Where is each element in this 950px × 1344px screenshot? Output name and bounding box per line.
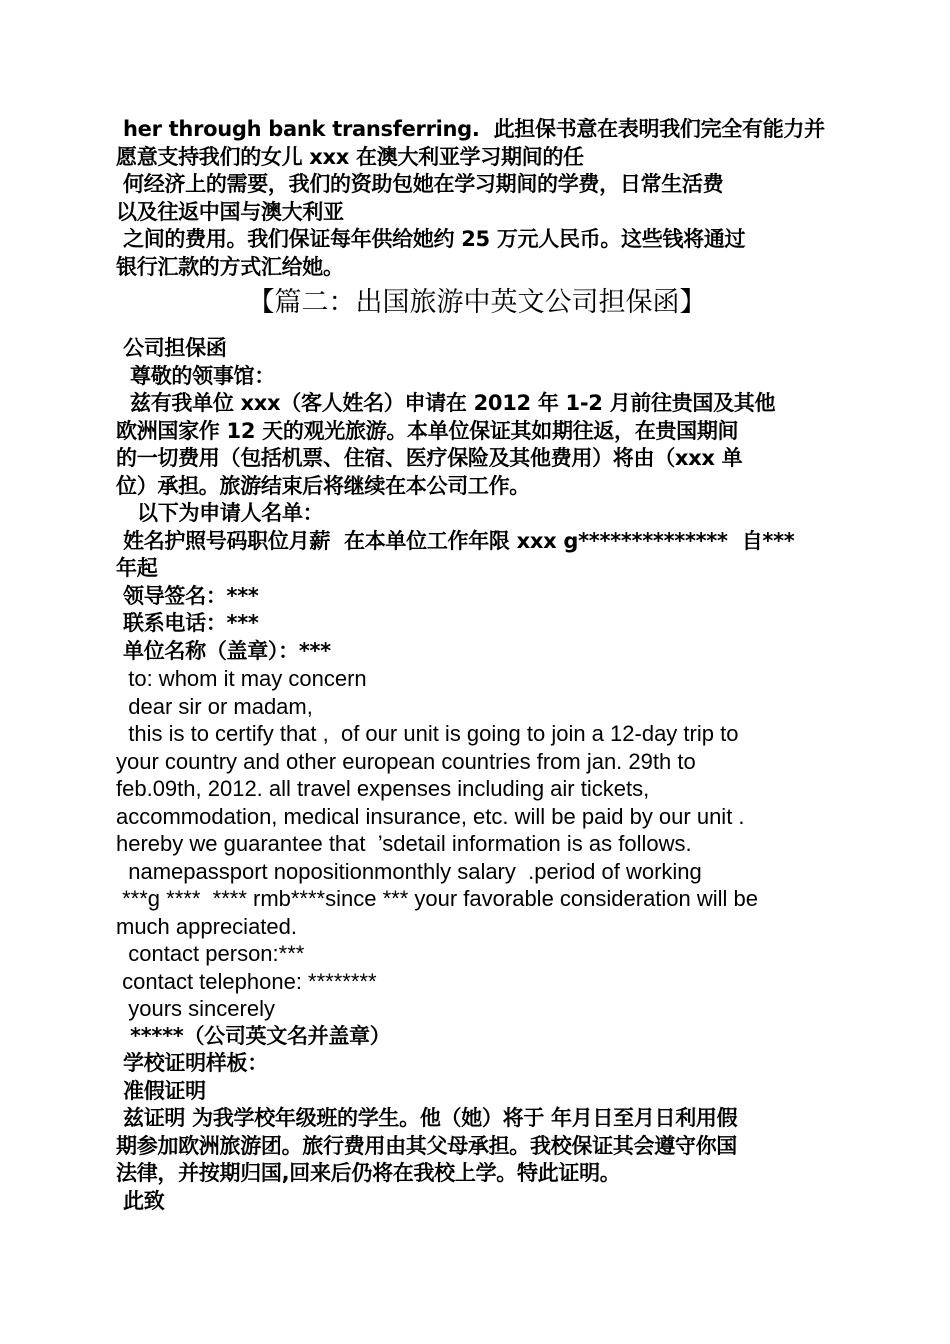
- text-line: 法律，并按期归国,回来后仍将在我校上学。特此证明。: [116, 1161, 621, 1185]
- text-line: contact person:***: [116, 941, 305, 966]
- text-line: 尊敬的领事馆：: [116, 363, 275, 388]
- text-line: 的一切费用（包括机票、住宿、医疗保险及其他费用）将由（xxx 单: [116, 446, 743, 470]
- english-company-guarantee-letter: [116, 665, 838, 1050]
- signature-line: *****（公司英文名并盖章）: [116, 1023, 391, 1048]
- section-heading: 【篇二：出国旅游中英文公司担保函】: [247, 287, 707, 318]
- chinese-company-guarantee-letter: [116, 335, 838, 665]
- text-line: 欧洲国家作 12 天的观光旅游。本单位保证其如期往返，在贵国期间: [116, 418, 739, 443]
- text-line: 联系电话：***: [116, 611, 259, 635]
- text-line: 学校证明样板：: [116, 1051, 268, 1075]
- school-certificate-sample: [116, 1050, 838, 1215]
- text-line: 兹有我单位 xxx（客人姓名）申请在 2012 年 1-2 月前往贵国及其他: [116, 391, 776, 415]
- text-line: 准假证明: [116, 1078, 206, 1103]
- text-line: 公司担保函: [116, 336, 227, 360]
- text-line: 银行汇款的方式汇给她。: [116, 254, 344, 279]
- text-line: 何经济上的需要，我们的资助包她在学习期间的学费，日常生活费: [116, 172, 724, 196]
- text-line: 期参加欧洲旅游团。旅行费用由其父母承担。我校保证其会遵守你国: [116, 1133, 737, 1158]
- text-line: to: whom it may concern: [116, 666, 367, 691]
- text-line: 兹证明 为我学校年级班的学生。他（她）将于 年月日至月日利用假: [116, 1106, 738, 1130]
- text-line: your country and other european countries from jan. 29th to: [116, 748, 696, 774]
- text-line: accommodation, medical insurance, etc. will be paid by our unit .: [116, 803, 745, 829]
- text-line: her through bank transferring. 此担保书意在表明我们完全有能力并: [116, 117, 825, 141]
- text-line: 以下为申请人名单：: [116, 501, 324, 525]
- text-line: 单位名称（盖章）：***: [116, 638, 331, 663]
- text-line: namepassport nopositionmonthly salary .period of working: [116, 858, 702, 884]
- text-line: yours sincerely: [116, 996, 275, 1021]
- document-page: [116, 116, 838, 1215]
- text-line: 此致: [116, 1188, 165, 1213]
- paragraph-guarantee-closing: [116, 116, 838, 281]
- text-line: ***g **** **** rmb****since *** your favorable consideration will be: [116, 886, 759, 911]
- text-line: 之间的费用。我们保证每年供给她约 25 万元人民币。这些钱将通过: [116, 227, 746, 251]
- text-line: 领导签名：***: [116, 583, 259, 608]
- text-line: this is to certify that , of our unit is going to join a 12-day trip to: [116, 721, 739, 746]
- text-line: feb.09th, 2012. all travel expenses including air tickets,: [116, 776, 650, 801]
- text-line: 位）承担。旅游结束后将继续在本公司工作。: [116, 473, 530, 498]
- text-line: 姓名护照号码职位月薪 在本单位工作年限 xxx g************** 自***: [116, 528, 795, 553]
- text-line: contact telephone: ********: [116, 968, 377, 994]
- text-line: much appreciated.: [116, 913, 297, 939]
- text-line: 年起: [116, 556, 158, 580]
- text-line: 愿意支持我们的女儿 xxx 在澳大利亚学习期间的任: [116, 144, 584, 169]
- text-line: dear sir or madam,: [116, 693, 313, 719]
- text-line: hereby we guarantee that ’sdetail information is as follows.: [116, 831, 692, 856]
- text-line: 以及往返中国与澳大利亚: [116, 199, 344, 224]
